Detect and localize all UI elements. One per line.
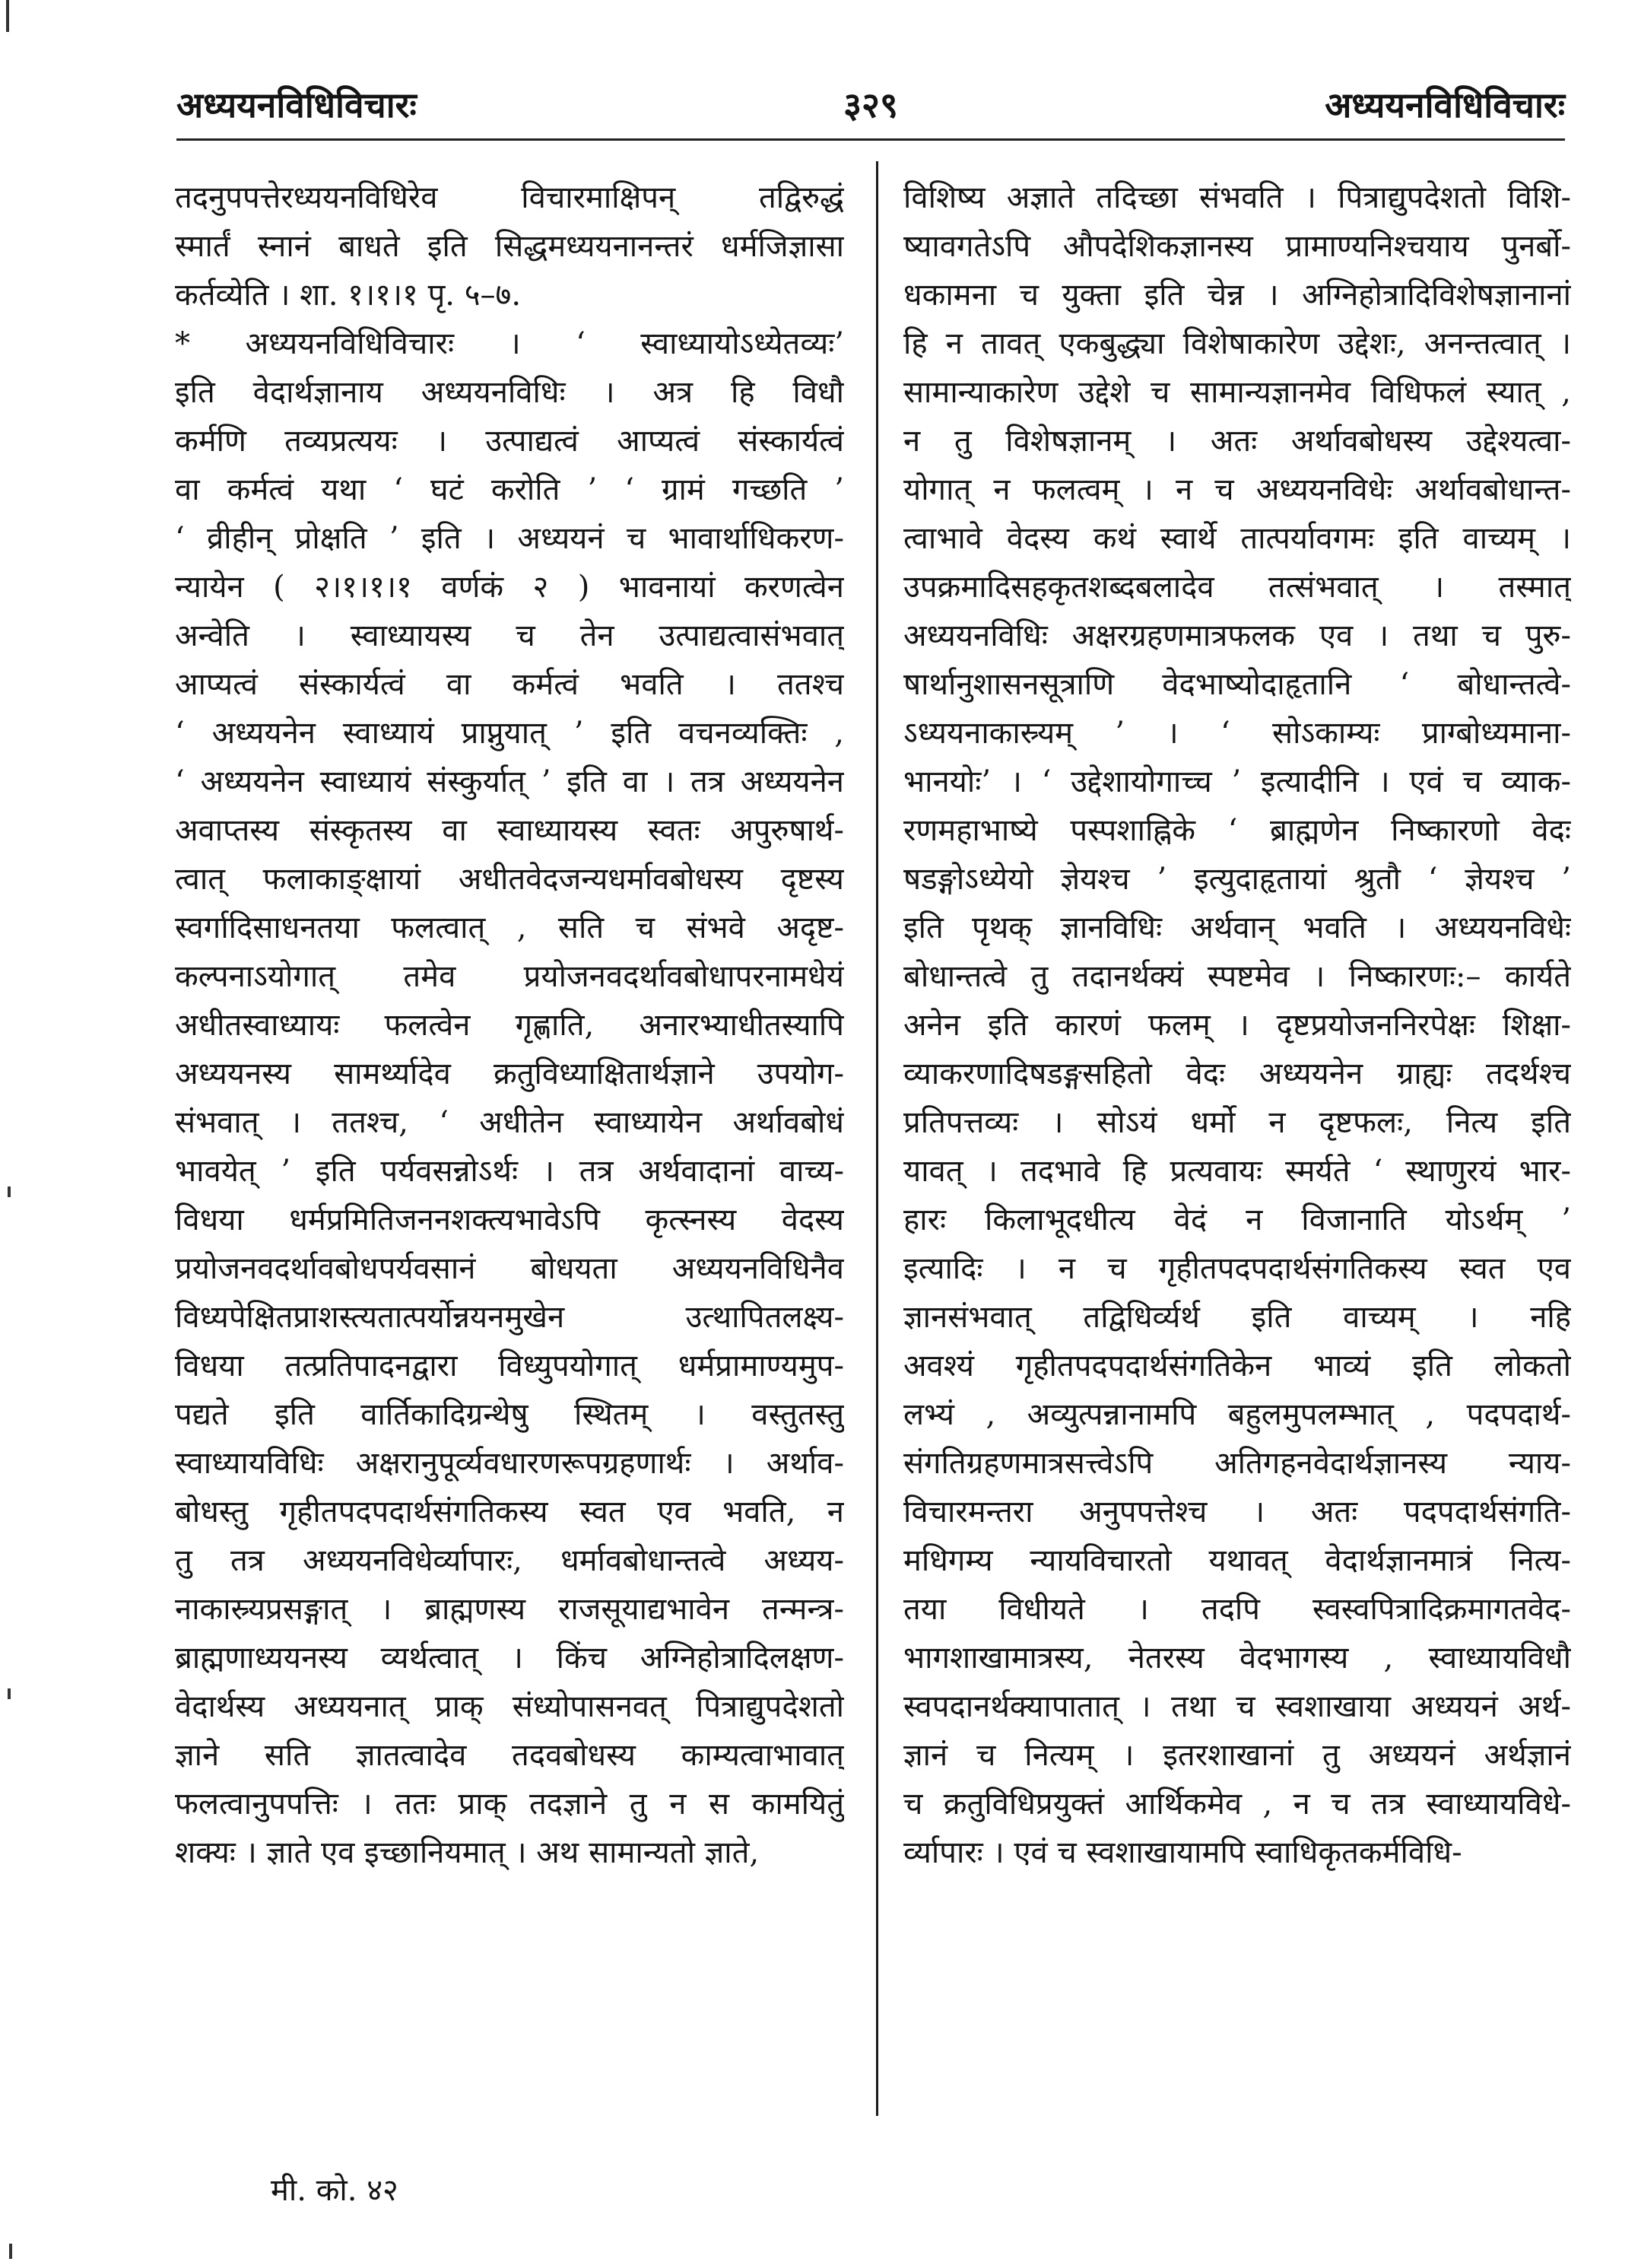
text-line: मधिगम्य न्यायविचारतो यथावत् वेदार्थज्ञानमात्रं नित्य- [903, 1543, 1571, 1578]
header-right-title: अध्ययनविधिविचारः [1325, 84, 1565, 125]
text-line: प्रयोजनवदर्थावबोधपर्यवसानं बोधयता अध्ययनविधिनैव [175, 1251, 844, 1286]
text-line: स्वपदानर्थक्यापातात् । तथा च स्वशाखाया अध्ययनं अर्थ- [903, 1689, 1571, 1724]
text-line: ‘ अध्ययनेन स्वाध्यायं प्राप्नुयात् ’ इति वचनव्यक्तिः , [175, 716, 844, 751]
text-line: यावत् । तदभावे हि प्रत्यवायः स्मर्यते ‘ स्थाणुरयं भार- [903, 1154, 1571, 1189]
text-line: रणमहाभाष्ये पस्पशाह्निके ‘ ब्राह्मणेन निष्कारणो वेदः [903, 813, 1571, 848]
text-line: इति वेदार्थज्ञानाय अध्ययनविधिः । अत्र हि विधौ [175, 375, 844, 410]
text-line: व्याकरणादिषडङ्गसहितो वेदः अध्ययनेन ग्राह्यः तदर्थश्च [903, 1056, 1571, 1091]
text-line: र्व्यापारः । एवं च स्वशाखायामपि स्वाधिकृतकर्मविधि- [903, 1835, 1462, 1870]
text-line: शक्यः । ज्ञाते एव इच्छानियमात् । अथ सामान्यतो ज्ञाते, [175, 1835, 760, 1870]
text-line: कल्पनाऽयोगात् तमेव प्रयोजनवदर्थावबोधापरनामधेयं [175, 959, 844, 994]
text-line: तु तत्र अध्ययनविधेर्व्यापारः, धर्मावबोधान्तत्वे अध्यय- [175, 1543, 844, 1578]
text-line: विधया तत्प्रतिपादनद्वारा विध्युपयोगात् धर्मप्रामाण्यमुप- [175, 1348, 844, 1383]
text-line: स्वाध्यायविधिः अक्षरानुपूर्व्यवधारणरूपग्रहणार्थः । अर्थाव- [175, 1446, 844, 1481]
text-line: अवश्यं गृहीतपदपदार्थसंगतिकेन भाव्यं इति लोकतो [903, 1348, 1571, 1383]
text-line: हि न तावत् एकबुद्ध्या विशेषाकारेण उद्देशः, अनन्तत्वात् । [903, 326, 1571, 361]
text-line: प्रतिपत्तव्यः । सोऽयं धर्मो न दृष्टफलः, नित्य इति [903, 1105, 1571, 1140]
text-line: ‘ व्रीहीन् प्रोक्षति ’ इति । अध्ययनं च भावार्थाधिकरण- [175, 521, 844, 556]
text-line: धकामना च युक्ता इति चेन्न । अग्निहोत्रादिविशेषज्ञानानां [903, 278, 1571, 313]
running-header [176, 82, 1565, 135]
text-line: ज्ञानं च नित्यम् । इतरशाखानां तु अध्ययनं अर्थज्ञानं [903, 1738, 1571, 1773]
scan-edge-mark [8, 1688, 11, 1699]
text-line: त्वाभावे वेदस्य कथं स्वार्थे तात्पर्यावगमः इति वाच्यम् । [903, 521, 1571, 556]
text-line: संभवात् । ततश्च, ‘ अधीतेन स्वाध्यायेन अर्थावबोधं [175, 1105, 844, 1140]
text-line: विधया धर्मप्रमितिजननशक्त्यभावेऽपि कृत्स्नस्य वेदस्य [175, 1202, 844, 1237]
scan-edge-mark [8, 1186, 11, 1197]
page-number: ३२९ [843, 84, 898, 125]
column-divider [876, 161, 878, 2116]
text-line: अन्वेति । स्वाध्यायस्य च तेन उत्पाद्यत्वासंभवात् [175, 618, 844, 653]
header-rule [176, 138, 1565, 141]
text-line: फलत्वानुपपत्तिः । ततः प्राक् तदज्ञाने तु न स कामयितुं [175, 1787, 844, 1822]
text-line: इत्यादिः । न च गृहीतपदपदार्थसंगतिकस्य स्वत एव [903, 1251, 1571, 1286]
scan-edge-mark [9, 2244, 12, 2259]
text-line: विध्यपेक्षितप्राशस्त्यतात्पर्योन्नयनमुखेन उत्थापितलक्ष्य- [175, 1300, 844, 1335]
text-line: हारः किलाभूदधीत्य वेदं न विजानाति योऽर्थम् ’ [903, 1202, 1571, 1237]
text-line: त्वात् फलाकाङ्क्षायां अधीतवेदजन्यधर्मावबोधस्य दृष्टस्य [175, 862, 844, 897]
text-line: ब्राह्मणाध्ययनस्य व्यर्थत्वात् । किंच अग्निहोत्रादिलक्षण- [175, 1641, 844, 1676]
text-line: अधीतस्वाध्यायः फलत्वेन गृह्णाति, अनारभ्याधीतस्यापि [175, 1008, 844, 1043]
text-line: स्मार्तं स्नानं बाधते इति सिद्धमध्ययनानन्तरं धर्मजिज्ञासा [175, 229, 844, 264]
text-line: अवाप्तस्य संस्कृतस्य वा स्वाध्यायस्य स्वतः अपुरुषार्थ- [175, 813, 844, 848]
text-line: अध्ययनस्य सामर्थ्यादेव क्रतुविध्याक्षितार्थज्ञाने उपयोग- [175, 1056, 844, 1091]
text-line: भानयोः’ । ‘ उद्देशायोगाच्च ’ इत्यादीनि । एवं च व्याक- [903, 764, 1571, 799]
text-line: तदनुपपत्तेरध्ययनविधिरेव विचारमाक्षिपन् तद्विरुद्धं [175, 180, 844, 215]
scan-edge-mark [6, 0, 9, 32]
header-left-title: अध्ययनविधिविचारः [176, 84, 417, 125]
text-line: बोधस्तु गृहीतपदपदार्थसंगतिकस्य स्वत एव भवति, न [175, 1495, 844, 1529]
text-line: षडङ्गोऽध्येयो ज्ञेयश्च ’ इत्युदाहृतायां श्रुतौ ‘ ज्ञेयश्च ’ [903, 862, 1571, 897]
text-line: वा कर्मत्वं यथा ‘ घटं करोति ’ ‘ ग्रामं गच्छति ’ [175, 472, 844, 507]
text-line: संगतिग्रहणमात्रसत्त्वेऽपि अतिगहनवेदार्थज्ञानस्य न्याय- [903, 1446, 1571, 1481]
text-line: ष्यावगतेऽपि औपदेशिकज्ञानस्य प्रामाण्यनिश्चयाय पुनर्बो- [903, 229, 1571, 264]
text-line: बोधान्तत्वे तु तदानर्थक्यं स्पष्टमेव । निष्कारणः:– कार्यते [903, 959, 1571, 994]
text-line: इति पृथक् ज्ञानविधिः अर्थवान् भवति । अध्ययनविधेः [903, 910, 1571, 945]
text-line: सामान्याकारेण उद्देशे च सामान्यज्ञानमेव विधिफलं स्यात् , [903, 375, 1571, 410]
text-line: न्यायेन ( २।१।१।१ वर्णकं २ ) भावनायां करणत्वेन [175, 570, 844, 605]
text-line: अनेन इति कारणं फलम् । दृष्टप्रयोजननिरपेक्षः शिक्षा- [903, 1008, 1571, 1043]
text-line: पद्यते इति वार्तिकादिग्रन्थेषु स्थितम् । वस्तुतस्तु [175, 1397, 844, 1432]
text-line: तया विधीयते । तदपि स्वस्वपित्रादिक्रमागतवेद- [903, 1592, 1571, 1627]
text-line: ज्ञानसंभवात् तद्विधिर्व्यर्थ इति वाच्यम् । नहि [903, 1300, 1571, 1335]
text-line: * अध्ययनविधिविचारः । ‘ स्वाध्यायोऽध्येतव्यः’ [175, 326, 844, 361]
text-line: उपक्रमादिसहकृतशब्दबलादेव तत्संभवात् । तस्मात् [903, 570, 1571, 605]
text-line: भावयेत् ’ इति पर्यवसन्नोऽर्थः । तत्र अर्थवादानां वाच्य- [175, 1154, 844, 1189]
text-line: च क्रतुविधिप्रयुक्तं आर्थिकमेव , न च तत्र स्वाध्यायविधे- [903, 1787, 1571, 1822]
text-line: लभ्यं , अव्युत्पन्नानामपि बहुलमुपलम्भात् , पदपदार्थ- [903, 1397, 1571, 1432]
text-line: षार्थानुशासनसूत्राणि वेदभाष्योदाहृतानि ‘ बोधान्तत्वे- [903, 667, 1571, 702]
text-line: वेदार्थस्य अध्ययनात् प्राक् संध्योपासनवत् पित्राद्युपदेशतो [175, 1689, 844, 1724]
text-line: ऽध्ययनाकास्र्यम् ’ । ‘ सोऽकाम्यः प्राग्बोध्यमाना- [903, 716, 1571, 751]
left-column [175, 173, 844, 2120]
footer-signature: मी. को. ४२ [271, 2173, 398, 2208]
text-line: आप्यत्वं संस्कार्यत्वं वा कर्मत्वं भवति । ततश्च [175, 667, 844, 702]
text-line: स्वर्गादिसाधनतया फलत्वात् , सति च संभवे अदृष्ट- [175, 910, 844, 945]
text-line: ज्ञाने सति ज्ञातत्वादेव तदवबोधस्य काम्यत्वाभावात् [175, 1738, 844, 1773]
text-line: विचारमन्तरा अनुपपत्तेश्च । अतः पदपदार्थसंगति- [903, 1495, 1571, 1529]
text-line: नाकास्र्यप्रसङ्गात् । ब्राह्मणस्य राजसूयाद्यभावेन तन्मन्त्र- [175, 1592, 844, 1627]
text-line: ‘ अध्ययनेन स्वाध्यायं संस्कुर्यात् ’ इति वा । तत्र अध्ययनेन [175, 764, 844, 799]
text-line: योगात् न फलत्वम् । न च अध्ययनविधेः अर्थावबोधान्त- [903, 472, 1571, 507]
text-line: भागशाखामात्रस्य, नेतरस्य वेदभागस्य , स्वाध्यायविधौ [903, 1641, 1571, 1676]
text-line: कर्मणि तव्यप्रत्ययः । उत्पाद्यत्वं आप्यत्वं संस्कार्यत्वं [175, 424, 844, 459]
text-line: अध्ययनविधिः अक्षरग्रहणमात्रफलक एव । तथा च पुरु- [903, 618, 1571, 653]
right-column [903, 173, 1571, 2120]
text-line: विशिष्य अज्ञाते तदिच्छा संभवति । पित्राद्युपदेशतो विशि- [903, 180, 1571, 215]
text-line: कर्तव्येति । शा. १।१।१ पृ. ५–७. [175, 278, 522, 313]
text-line: न तु विशेषज्ञानम् । अतः अर्थावबोधस्य उद्देश्यत्वा- [903, 424, 1571, 459]
